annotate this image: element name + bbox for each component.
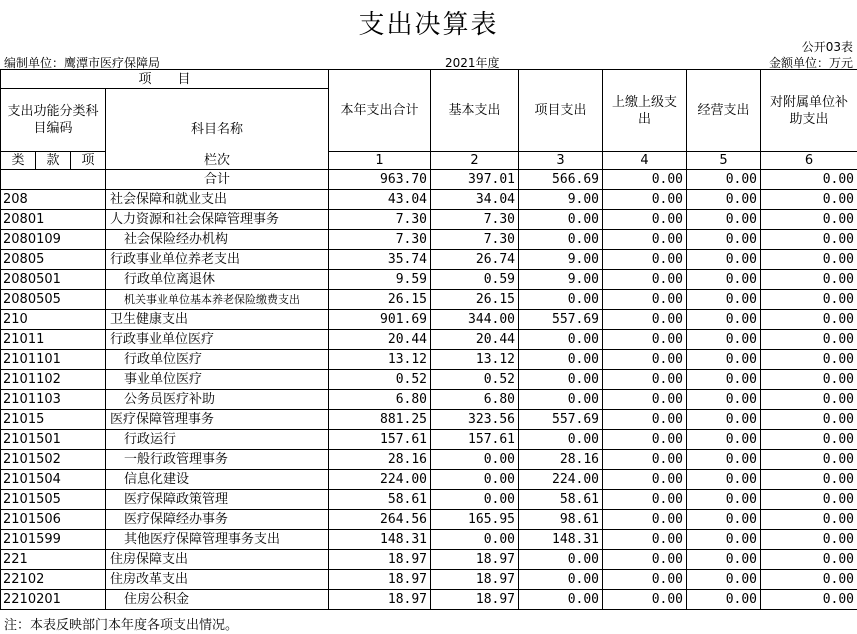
row-value-col3: 557.69 <box>519 410 603 430</box>
row-code: 2080109 <box>1 230 106 250</box>
row-value-col2: 0.00 <box>431 450 519 470</box>
row-value-col4: 0.00 <box>603 470 687 490</box>
row-value-col4: 0.00 <box>603 370 687 390</box>
row-value-col4: 0.00 <box>603 410 687 430</box>
row-value-col5: 0.00 <box>687 270 761 290</box>
money-unit: 金额单位：万元 <box>768 56 853 70</box>
row-value-col5: 0.00 <box>687 170 761 190</box>
row-value-col6: 0.00 <box>761 310 857 330</box>
row-value-col4: 0.00 <box>603 230 687 250</box>
row-value-col5: 0.00 <box>687 410 761 430</box>
row-value-col1: 13.12 <box>329 350 431 370</box>
row-code: 208 <box>1 190 106 210</box>
row-value-col5: 0.00 <box>687 490 761 510</box>
table-row <box>1 530 857 550</box>
row-code: 21015 <box>1 410 106 430</box>
table-row <box>1 470 857 490</box>
row-value-col2: 0.00 <box>431 530 519 550</box>
row-value-col1: 881.25 <box>329 410 431 430</box>
table-row <box>1 510 857 530</box>
table-note: 注：本表反映部门本年度各项支出情况。 <box>4 618 239 633</box>
row-value-col5: 0.00 <box>687 350 761 370</box>
row-subject-name: 一般行政管理事务 <box>106 450 329 470</box>
row-subject-name: 医疗保障经办事务 <box>106 510 329 530</box>
row-value-col4: 0.00 <box>603 530 687 550</box>
row-value-col3: 557.69 <box>519 310 603 330</box>
row-value-col1: 963.70 <box>329 170 431 190</box>
header-kuan: 款 <box>36 152 71 170</box>
row-value-col6: 0.00 <box>761 590 857 610</box>
row-value-col2: 0.00 <box>431 470 519 490</box>
row-subject-name: 卫生健康支出 <box>106 310 329 330</box>
row-value-col6: 0.00 <box>761 510 857 530</box>
row-value-col1: 901.69 <box>329 310 431 330</box>
row-value-col6: 0.00 <box>761 350 857 370</box>
row-code: 2101103 <box>1 390 106 410</box>
row-value-col6: 0.00 <box>761 270 857 290</box>
row-value-col5: 0.00 <box>687 370 761 390</box>
header-func-code: 支出功能分类科目编码 <box>1 89 106 152</box>
header-col-basic: 基本支出 <box>431 70 519 152</box>
row-value-col1: 9.59 <box>329 270 431 290</box>
row-value-col1: 157.61 <box>329 430 431 450</box>
header-item: 项 目 <box>1 70 329 89</box>
row-value-col2: 18.97 <box>431 590 519 610</box>
table-row <box>1 170 857 190</box>
row-value-col3: 9.00 <box>519 190 603 210</box>
row-value-col2: 18.97 <box>431 550 519 570</box>
row-subject-name: 其他医疗保障管理事务支出 <box>106 530 329 550</box>
row-code: 2101506 <box>1 510 106 530</box>
header-xiang: 项 <box>71 152 106 170</box>
row-value-col5: 0.00 <box>687 310 761 330</box>
row-value-col2: 0.52 <box>431 370 519 390</box>
row-value-col1: 35.74 <box>329 250 431 270</box>
row-subject-name: 公务员医疗补助 <box>106 390 329 410</box>
row-value-col1: 18.97 <box>329 590 431 610</box>
form-code: 公开03表 <box>801 40 853 54</box>
row-value-col1: 264.56 <box>329 510 431 530</box>
row-value-col3: 566.69 <box>519 170 603 190</box>
reporting-unit: 编制单位：鹰潭市医疗保障局 <box>4 56 161 70</box>
row-value-col2: 7.30 <box>431 210 519 230</box>
row-value-col4: 0.00 <box>603 390 687 410</box>
row-value-col3: 58.61 <box>519 490 603 510</box>
row-code: 2080501 <box>1 270 106 290</box>
row-value-col4: 0.00 <box>603 550 687 570</box>
row-value-col2: 6.80 <box>431 390 519 410</box>
row-value-col5: 0.00 <box>687 590 761 610</box>
row-subject-name: 人力资源和社会保障管理事务 <box>106 210 329 230</box>
row-code: 2101102 <box>1 370 106 390</box>
row-value-col6: 0.00 <box>761 390 857 410</box>
row-code: 2101504 <box>1 470 106 490</box>
row-value-col2: 0.59 <box>431 270 519 290</box>
header-col-total: 本年支出合计 <box>329 70 431 152</box>
row-value-col5: 0.00 <box>687 510 761 530</box>
row-subject-name: 行政事业单位养老支出 <box>106 250 329 270</box>
table-row <box>1 310 857 330</box>
row-code: 2101505 <box>1 490 106 510</box>
table-row <box>1 190 857 210</box>
row-subject-name: 信息化建设 <box>106 470 329 490</box>
row-subject-name: 社会保障和就业支出 <box>106 190 329 210</box>
expenditure-table <box>0 69 857 610</box>
row-value-col3: 0.00 <box>519 550 603 570</box>
row-value-col2: 18.97 <box>431 570 519 590</box>
row-value-col1: 43.04 <box>329 190 431 210</box>
row-subject-name: 行政运行 <box>106 430 329 450</box>
row-value-col5: 0.00 <box>687 190 761 210</box>
row-value-col4: 0.00 <box>603 350 687 370</box>
table-row <box>1 370 857 390</box>
row-code: 20805 <box>1 250 106 270</box>
row-value-col1: 6.80 <box>329 390 431 410</box>
row-subject-name: 行政事业单位医疗 <box>106 330 329 350</box>
row-code: 221 <box>1 550 106 570</box>
row-value-col3: 0.00 <box>519 430 603 450</box>
row-value-col1: 58.61 <box>329 490 431 510</box>
table-row <box>1 350 857 370</box>
row-code: 22102 <box>1 570 106 590</box>
row-value-col6: 0.00 <box>761 170 857 190</box>
row-value-col2: 397.01 <box>431 170 519 190</box>
fiscal-year: 2021年度 <box>445 56 500 70</box>
row-value-col5: 0.00 <box>687 470 761 490</box>
col-num: 3 <box>519 152 603 170</box>
row-value-col1: 148.31 <box>329 530 431 550</box>
row-value-col1: 18.97 <box>329 550 431 570</box>
table-row <box>1 450 857 470</box>
col-num: 4 <box>603 152 687 170</box>
header-subject-name: 科目名称 <box>106 89 329 170</box>
row-subject-name: 住房保障支出 <box>106 550 329 570</box>
row-value-col2: 26.74 <box>431 250 519 270</box>
row-value-col6: 0.00 <box>761 250 857 270</box>
table-row <box>1 570 857 590</box>
row-code: 2080505 <box>1 290 106 310</box>
header-col-project: 项目支出 <box>519 70 603 152</box>
row-subject-name: 医疗保障管理事务 <box>106 410 329 430</box>
report-info-bar <box>0 54 857 70</box>
row-subject-name: 住房改革支出 <box>106 570 329 590</box>
row-code: 20801 <box>1 210 106 230</box>
row-value-col5: 0.00 <box>687 450 761 470</box>
table-row <box>1 550 857 570</box>
row-value-col4: 0.00 <box>603 190 687 210</box>
row-value-col4: 0.00 <box>603 330 687 350</box>
table-row <box>1 270 857 290</box>
row-value-col5: 0.00 <box>687 290 761 310</box>
row-value-col1: 7.30 <box>329 230 431 250</box>
row-value-col1: 20.44 <box>329 330 431 350</box>
table-row <box>1 210 857 230</box>
row-value-col3: 0.00 <box>519 290 603 310</box>
row-value-col6: 0.00 <box>761 230 857 250</box>
table-row <box>1 250 857 270</box>
row-value-col2: 344.00 <box>431 310 519 330</box>
col-num: 5 <box>687 152 761 170</box>
row-value-col4: 0.00 <box>603 510 687 530</box>
row-value-col5: 0.00 <box>687 390 761 410</box>
row-value-col3: 0.00 <box>519 370 603 390</box>
row-value-col6: 0.00 <box>761 550 857 570</box>
report-title: 支出决算表 <box>358 10 499 40</box>
row-value-col6: 0.00 <box>761 570 857 590</box>
row-value-col4: 0.00 <box>603 270 687 290</box>
row-value-col6: 0.00 <box>761 210 857 230</box>
row-value-col1: 7.30 <box>329 210 431 230</box>
header-col-upper: 上缴上级支出 <box>603 70 687 152</box>
row-value-col6: 0.00 <box>761 370 857 390</box>
row-value-col3: 224.00 <box>519 470 603 490</box>
row-value-col2: 7.30 <box>431 230 519 250</box>
row-code: 210 <box>1 310 106 330</box>
row-subject-name: 医疗保障政策管理 <box>106 490 329 510</box>
row-code: 2101502 <box>1 450 106 470</box>
row-code: 21011 <box>1 330 106 350</box>
row-value-col5: 0.00 <box>687 330 761 350</box>
col-num: 1 <box>329 152 431 170</box>
row-value-col5: 0.00 <box>687 430 761 450</box>
row-value-col3: 0.00 <box>519 230 603 250</box>
row-value-col5: 0.00 <box>687 250 761 270</box>
header-lanci: 栏次 <box>203 153 230 168</box>
row-value-col3: 0.00 <box>519 330 603 350</box>
row-value-col6: 0.00 <box>761 490 857 510</box>
row-subject-name: 合计 <box>106 170 329 190</box>
table-row <box>1 390 857 410</box>
row-value-col2: 323.56 <box>431 410 519 430</box>
row-value-col3: 9.00 <box>519 250 603 270</box>
table-row <box>1 330 857 350</box>
row-value-col1: 26.15 <box>329 290 431 310</box>
row-value-col4: 0.00 <box>603 310 687 330</box>
header-col-subsidy: 对附属单位补助支出 <box>761 70 857 152</box>
row-value-col2: 157.61 <box>431 430 519 450</box>
row-value-col5: 0.00 <box>687 230 761 250</box>
row-value-col1: 224.00 <box>329 470 431 490</box>
row-subject-name: 行政单位离退休 <box>106 270 329 290</box>
row-value-col5: 0.00 <box>687 570 761 590</box>
table-row <box>1 230 857 250</box>
row-value-col6: 0.00 <box>761 190 857 210</box>
row-value-col2: 20.44 <box>431 330 519 350</box>
row-subject-name: 社会保险经办机构 <box>106 230 329 250</box>
row-value-col2: 26.15 <box>431 290 519 310</box>
row-code: 2101599 <box>1 530 106 550</box>
row-value-col3: 0.00 <box>519 210 603 230</box>
row-value-col6: 0.00 <box>761 410 857 430</box>
row-value-col4: 0.00 <box>603 170 687 190</box>
row-value-col6: 0.00 <box>761 330 857 350</box>
row-value-col3: 0.00 <box>519 350 603 370</box>
row-value-col1: 18.97 <box>329 570 431 590</box>
row-value-col6: 0.00 <box>761 430 857 450</box>
row-value-col3: 0.00 <box>519 570 603 590</box>
table-row <box>1 490 857 510</box>
row-value-col5: 0.00 <box>687 530 761 550</box>
row-value-col4: 0.00 <box>603 490 687 510</box>
row-value-col5: 0.00 <box>687 550 761 570</box>
row-subject-name: 事业单位医疗 <box>106 370 329 390</box>
table-body <box>1 170 857 610</box>
row-code <box>1 170 106 190</box>
row-subject-name: 住房公积金 <box>106 590 329 610</box>
row-value-col4: 0.00 <box>603 450 687 470</box>
row-value-col2: 13.12 <box>431 350 519 370</box>
row-value-col4: 0.00 <box>603 590 687 610</box>
row-value-col2: 165.95 <box>431 510 519 530</box>
header-col-business: 经营支出 <box>687 70 761 152</box>
row-value-col1: 28.16 <box>329 450 431 470</box>
table-row <box>1 430 857 450</box>
table-row <box>1 290 857 310</box>
row-value-col3: 28.16 <box>519 450 603 470</box>
row-value-col6: 0.00 <box>761 450 857 470</box>
row-value-col4: 0.00 <box>603 430 687 450</box>
row-value-col4: 0.00 <box>603 250 687 270</box>
row-value-col5: 0.00 <box>687 210 761 230</box>
row-value-col4: 0.00 <box>603 570 687 590</box>
col-num: 2 <box>431 152 519 170</box>
row-value-col1: 0.52 <box>329 370 431 390</box>
row-code: 2101501 <box>1 430 106 450</box>
row-value-col2: 34.04 <box>431 190 519 210</box>
row-value-col3: 98.61 <box>519 510 603 530</box>
row-value-col3: 0.00 <box>519 390 603 410</box>
row-value-col3: 9.00 <box>519 270 603 290</box>
table-row <box>1 590 857 610</box>
row-subject-name: 机关事业单位基本养老保险缴费支出 <box>106 290 329 310</box>
row-value-col6: 0.00 <box>761 530 857 550</box>
row-value-col2: 0.00 <box>431 490 519 510</box>
row-value-col6: 0.00 <box>761 290 857 310</box>
row-code: 2101101 <box>1 350 106 370</box>
row-value-col3: 0.00 <box>519 590 603 610</box>
row-code: 2210201 <box>1 590 106 610</box>
header-lei: 类 <box>1 152 36 170</box>
row-value-col4: 0.00 <box>603 290 687 310</box>
row-value-col3: 148.31 <box>519 530 603 550</box>
table-row <box>1 410 857 430</box>
row-subject-name: 行政单位医疗 <box>106 350 329 370</box>
col-num: 6 <box>761 152 857 170</box>
row-value-col6: 0.00 <box>761 470 857 490</box>
row-value-col4: 0.00 <box>603 210 687 230</box>
